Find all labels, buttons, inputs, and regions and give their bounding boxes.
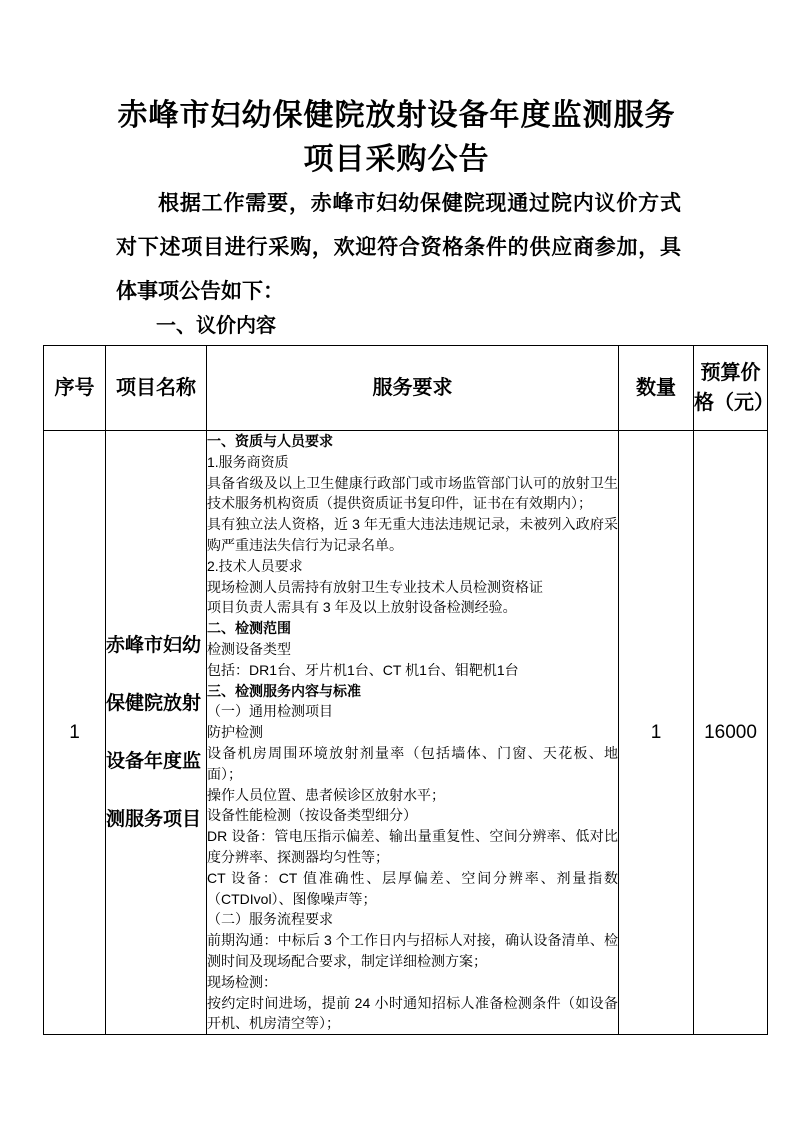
requirement-line: 前期沟通：中标后 3 个工作日内与招标人对接，确认设备清单、检测时间及现场配合要求，制定详细检测方案； (207, 932, 618, 969)
requirement-line: CT 设备：CT 值准确性、层厚偏差、空间分辨率、剂量指数（CTDIvol）、图像噪声等； (207, 869, 618, 907)
table-row (44, 431, 768, 1035)
pricing-table (43, 345, 774, 1035)
budget-price-cell: 16000 (694, 431, 768, 1035)
requirement-line: （一）通用检测项目 (207, 703, 333, 720)
requirement-line: 设备机房周围环境放射剂量率（包括墙体、门窗、天花板、地面）； (207, 744, 618, 782)
requirement-line: （二）服务流程要求 (207, 911, 333, 928)
col-header-quantity: 数量 (619, 346, 694, 431)
requirement-line: 按约定时间进场，提前 24 小时通知招标人准备检测条件（如设备开机、机房清空等）； (207, 994, 618, 1032)
requirement-line: 现场检测人员需持有放射卫生专业技术人员检测资格证 (207, 578, 543, 595)
section-heading: 一、议价内容 (156, 315, 276, 337)
row-index-cell: 1 (44, 431, 106, 1035)
requirement-line: 2.技术人员要求 (207, 557, 303, 574)
requirement-line: DR 设备：管电压指示偏差、输出量重复性、空间分辨率、低对比度分辨率、探测器均匀性等； (207, 828, 618, 865)
col-header-budget-price: 预算价 格（元） (694, 346, 768, 431)
requirement-line: 1.服务商资质 (207, 453, 289, 470)
requirement-line: 具备省级及以上卫生健康行政部门或市场监管部门认可的放射卫生技术服务机构资质（提供资质证书复印件，证书在有效期内）； (207, 474, 618, 512)
document-title-line2: 项目采购公告 (303, 143, 490, 176)
requirement-line: 项目负责人需具有 3 年及以上放射设备检测经验。 (207, 599, 517, 616)
table-header-row (44, 346, 774, 431)
col-header-project-name: 项目名称 (106, 346, 207, 431)
requirement-line: 二、检测范围 (207, 620, 291, 637)
project-name-cell: 赤峰市妇幼保健院放射设备年度监测服务项目 (106, 431, 207, 1035)
quantity-cell: 1 (619, 431, 694, 1035)
requirement-line: 防护检测 (207, 724, 263, 741)
requirement-line: 检测设备类型 (207, 640, 291, 657)
service-requirements-cell (207, 431, 619, 1035)
document-title (0, 94, 793, 182)
col-header-index: 序号 (44, 346, 106, 431)
col-header-service-requirements: 服务要求 (207, 346, 619, 431)
requirement-line: 一、资质与人员要求 (207, 433, 333, 449)
requirement-line: 三、检测服务内容与标准 (207, 682, 361, 699)
requirement-line: 包括：DR1台、牙片机1台、CT 机1台、钼靶机1台 (207, 661, 519, 678)
requirement-line: 现场检测： (207, 973, 277, 990)
intro-paragraph: 根据工作需要，赤峰市妇幼保健院现通过院内议价方式对下述项目进行采购，欢迎符合资格条件的供应商参加，具体事项公告如下： (116, 192, 681, 303)
requirement-line: 操作人员位置、患者候诊区放射水平； (207, 786, 445, 803)
requirement-line: 设备性能检测（按设备类型细分） (207, 807, 417, 824)
requirement-line: 具有独立法人资格，近 3 年无重大违法违规记录，未被列入政府采购严重违法失信行为记录名单。 (207, 516, 618, 553)
document-title-line1: 赤峰市妇幼保健院放射设备年度监测服务 (117, 99, 676, 132)
